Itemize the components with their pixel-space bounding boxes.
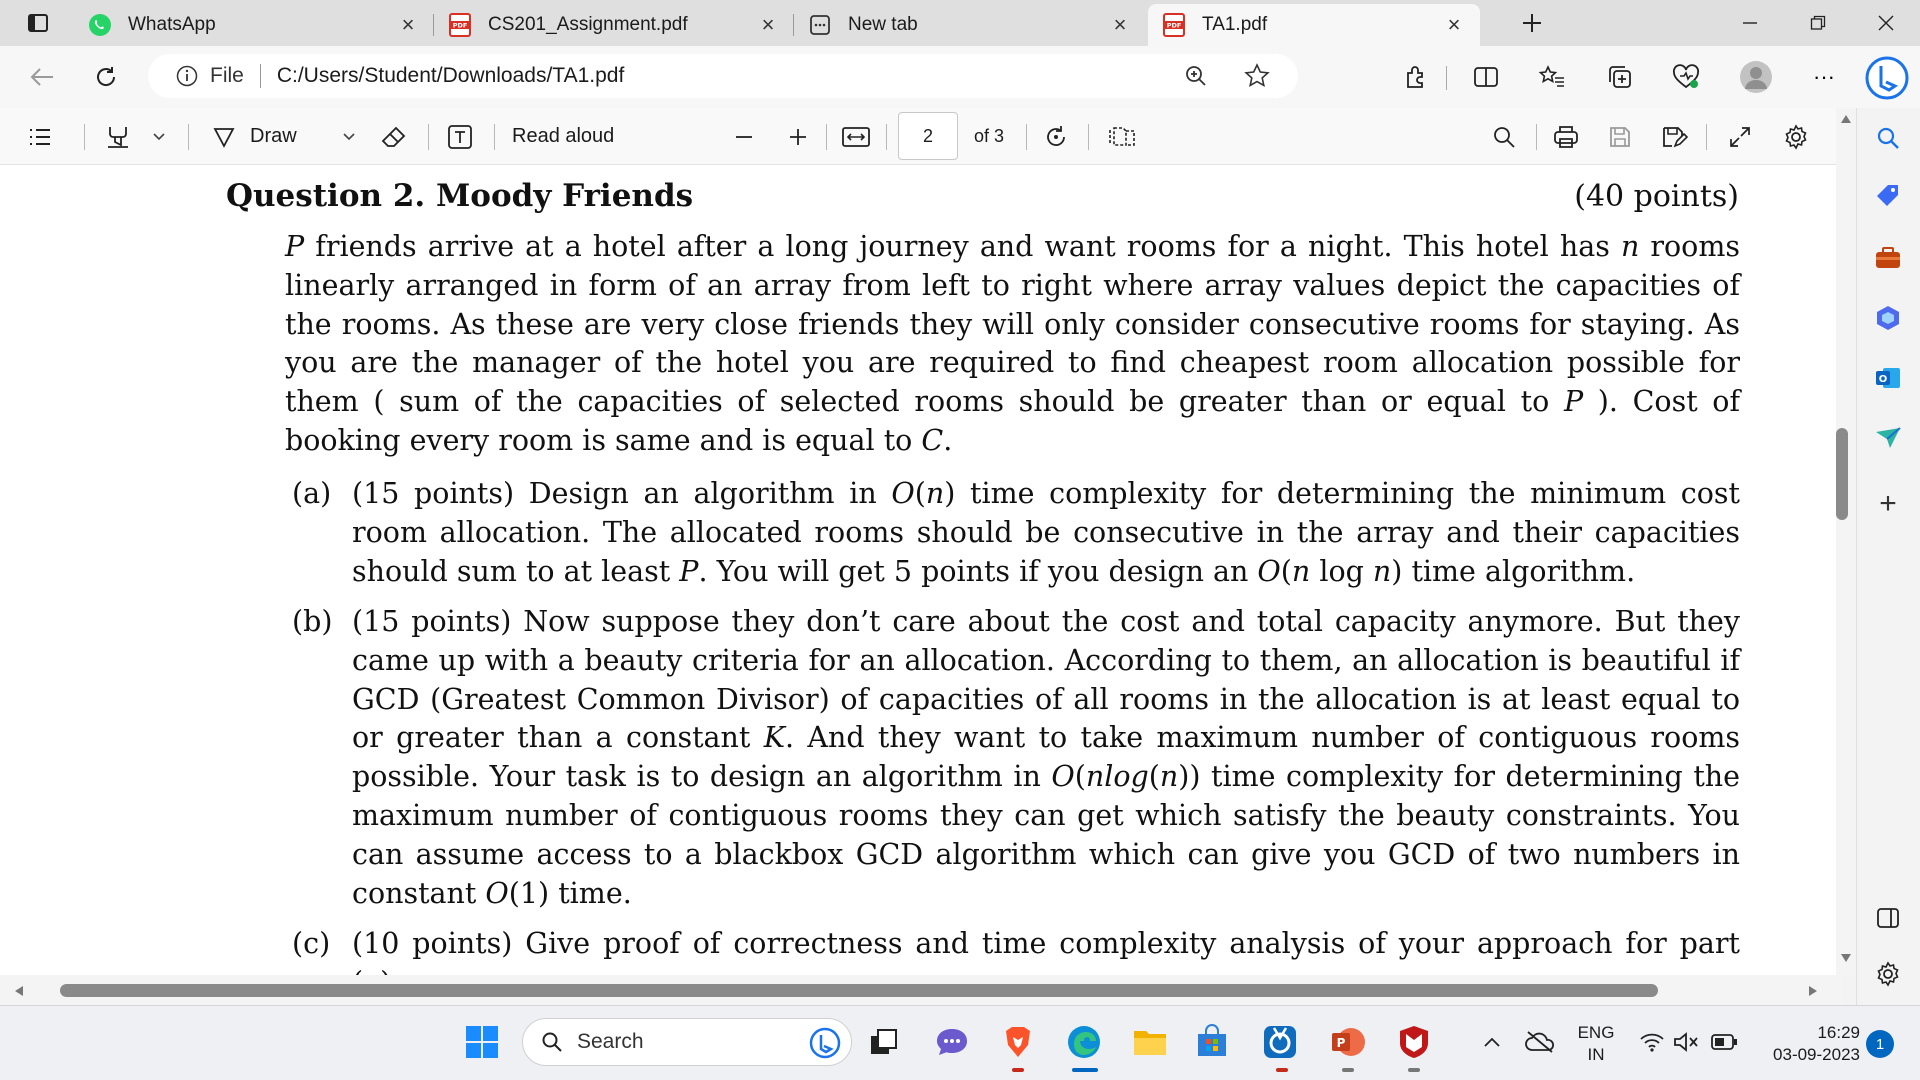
collections-icon[interactable]: [1600, 57, 1640, 97]
lang-line1: ENG: [1577, 1023, 1615, 1042]
part-text-segment: ): [944, 477, 956, 510]
svg-text:P: P: [1336, 1036, 1346, 1050]
refresh-icon[interactable]: [86, 57, 126, 97]
active-app-indicator: [1072, 1068, 1098, 1072]
close-tab-icon[interactable]: ×: [1447, 12, 1461, 37]
part-text: [352, 475, 1740, 591]
url-text[interactable]: C:/Users/Student/Downloads/TA1.pdf: [276, 64, 625, 87]
part-label: (a): [292, 477, 332, 510]
close-tab-icon[interactable]: ×: [761, 12, 775, 37]
contents-list-icon[interactable]: [20, 108, 60, 165]
question-points: (40 points): [1574, 179, 1739, 214]
part-text-segment: time.: [549, 876, 632, 910]
part-text-segment: (: [1074, 760, 1086, 794]
pdf-icon: [448, 13, 472, 37]
close-window-icon[interactable]: [1852, 0, 1920, 46]
toolbar-divider: [188, 124, 189, 150]
math-symbol: n: [1372, 554, 1392, 588]
part-a: [292, 475, 1740, 591]
zoom-icon[interactable]: [1184, 64, 1208, 94]
tab-title: TA1.pdf: [1202, 14, 1268, 35]
split-screen-icon[interactable]: [1466, 57, 1506, 97]
vertical-scrollbar[interactable]: [1836, 108, 1856, 975]
bing-copilot-icon[interactable]: [1864, 55, 1910, 101]
toolbar-divider: [1088, 124, 1089, 150]
question-title: Question 2. Moody Friends: [226, 178, 694, 214]
part-text-segment: (: [1148, 760, 1160, 794]
powerpoint-icon[interactable]: [1326, 1020, 1370, 1064]
tab-title: New tab: [848, 14, 918, 35]
part-text-segment: . You will get 5 points if you design an: [698, 554, 1258, 588]
part-text-segment: )): [1178, 760, 1201, 794]
part-text-segment: . And they want to take maximum number of contiguous rooms possible. Your task is to design an algorithm in: [352, 721, 1741, 794]
task-view-icon[interactable]: [862, 1020, 906, 1064]
close-tab-icon[interactable]: ×: [1113, 12, 1127, 37]
intro-seg: n: [1620, 230, 1640, 263]
scroll-right-icon[interactable]: [1808, 985, 1818, 997]
chevron-down-icon[interactable]: [334, 108, 364, 165]
more-options-icon[interactable]: ···: [1813, 64, 1835, 89]
save-icon[interactable]: [1600, 108, 1640, 165]
snipping-tool-icon[interactable]: [1258, 1020, 1302, 1064]
clock-time: 16:29: [1817, 1023, 1860, 1042]
outlook-icon[interactable]: [1868, 358, 1908, 398]
question-intro: [285, 228, 1740, 461]
intro-seg: rooms linearly arranged in form of an array from left to right where array values depict the capacities of the rooms. As these are very close friends they will only consider consecutive rooms for staying. As you are the manager of the hotel you are required to find cheapest room allocation possible for them ( sum of the capacities of selected rooms should be greater than or equal to: [285, 230, 1740, 419]
print-icon[interactable]: [1546, 108, 1586, 165]
brave-browser-icon[interactable]: [996, 1020, 1040, 1064]
math-symbol: nlog: [1085, 760, 1149, 794]
svg-text:PDF: PDF: [1166, 21, 1182, 30]
address-toolbar: [0, 46, 1920, 108]
intro-seg: P: [1563, 385, 1584, 419]
profile-avatar[interactable]: [1736, 57, 1776, 97]
chevron-up-icon[interactable]: [1470, 1020, 1514, 1064]
add-sidebar-app-icon[interactable]: +: [1879, 487, 1897, 520]
toolbar-divider: [886, 124, 887, 150]
math-symbol: P: [679, 554, 699, 588]
running-indicator: [1276, 1068, 1288, 1072]
part-text-segment: (1): [508, 876, 550, 910]
fit-width-icon[interactable]: [836, 108, 876, 165]
sidebar-search-icon[interactable]: [1868, 118, 1908, 158]
pdf-settings-gear-icon[interactable]: [1776, 108, 1816, 165]
battery-icon[interactable]: [1702, 1020, 1746, 1064]
sidebar-settings-gear-icon[interactable]: [1868, 954, 1908, 994]
search-icon: [541, 1031, 563, 1053]
read-aloud-label: Read aloud: [512, 125, 615, 147]
intro-seg: ). Cost of booking every room is same and is equal to: [285, 385, 1740, 457]
toolbar-divider: [1446, 66, 1447, 90]
pdf-page: [0, 165, 1842, 975]
toolbar-divider: [494, 124, 495, 150]
copilot-designer-icon[interactable]: [1868, 298, 1908, 338]
search-placeholder: Search: [577, 1030, 644, 1053]
tab-title: WhatsApp: [128, 14, 216, 35]
page-current: 2: [922, 125, 933, 146]
scheme-label: File: [210, 64, 244, 87]
tab-ta1-active[interactable]: [1148, 4, 1480, 46]
math-symbol: K: [763, 721, 785, 755]
mcafee-icon[interactable]: [1392, 1020, 1436, 1064]
url-divider: [260, 64, 261, 88]
newtab-icon: [808, 13, 832, 37]
rotate-icon[interactable]: [1036, 108, 1076, 165]
onedrive-offline-icon[interactable]: [1518, 1020, 1562, 1064]
toolbar-divider: [1706, 124, 1707, 150]
page-view-icon[interactable]: [1102, 108, 1142, 165]
tab-strip: [0, 0, 1920, 46]
page-number-input[interactable]: [898, 112, 958, 160]
browser-essentials-icon[interactable]: [1666, 57, 1706, 97]
running-indicator: [1408, 1068, 1420, 1072]
part-text-segment: (: [1280, 554, 1292, 588]
back-arrow-icon[interactable]: [22, 57, 62, 97]
part-text: [352, 603, 1740, 913]
intro-seg: .: [943, 423, 953, 457]
favorite-star-icon[interactable]: [1244, 63, 1270, 95]
toolbar-divider: [1026, 124, 1027, 150]
tab-cs201-assignment[interactable]: [434, 4, 794, 46]
notification-badge[interactable]: 1: [1866, 1030, 1894, 1058]
edge-browser-icon[interactable]: [1062, 1020, 1106, 1064]
part-text-segment: (15 points) Design an algorithm in: [352, 477, 892, 510]
part-text-segment: (: [914, 477, 926, 510]
save-as-icon[interactable]: [1654, 108, 1694, 165]
pdf-icon: [1162, 13, 1186, 37]
part-label: (c): [292, 927, 331, 960]
sidebar-panel-icon[interactable]: [1868, 898, 1908, 938]
clock-date: 03-09-2023: [1773, 1045, 1860, 1064]
zoom-in-icon[interactable]: [780, 108, 816, 165]
search-icon[interactable]: [1484, 108, 1524, 165]
eraser-icon[interactable]: [374, 108, 414, 165]
draw-label: Draw: [250, 125, 297, 147]
tab-actions-icon[interactable]: [18, 3, 58, 43]
zoom-out-icon[interactable]: [726, 108, 762, 165]
new-tab-plus-icon[interactable]: [1512, 3, 1552, 43]
part-b: [292, 603, 1740, 913]
chat-icon[interactable]: [930, 1020, 974, 1064]
draw-button[interactable]: [212, 108, 336, 165]
scroll-up-icon[interactable]: [1840, 114, 1852, 124]
address-bar[interactable]: [148, 54, 1298, 98]
shopping-tag-icon[interactable]: [1868, 176, 1908, 216]
tab-new-tab[interactable]: [794, 4, 1146, 46]
part-text-segment: log: [1310, 554, 1373, 588]
taskbar-search[interactable]: [522, 1018, 852, 1066]
lang-line2: IN: [1587, 1045, 1605, 1064]
intro-seg: P: [285, 230, 305, 263]
math-symbol: O: [485, 876, 509, 910]
favorites-list-icon[interactable]: [1532, 57, 1572, 97]
running-indicator: [1342, 1068, 1354, 1072]
highlight-icon[interactable]: [98, 108, 138, 165]
fullscreen-icon[interactable]: [1720, 108, 1760, 165]
math-symbol: n: [1159, 760, 1179, 794]
toolbar-divider: [428, 124, 429, 150]
input-language[interactable]: [1572, 1022, 1620, 1066]
chevron-down-icon[interactable]: [144, 108, 174, 165]
extensions-icon[interactable]: [1396, 57, 1436, 97]
running-indicator: [1012, 1068, 1024, 1072]
math-symbol: n: [1291, 554, 1311, 588]
math-symbol: O: [891, 477, 915, 510]
part-text-segment: time complexity for determining the minimum cost room allocation. The allocated rooms should be consecutive in the array and their capacities should sum to at least: [352, 477, 1741, 588]
tab-whatsapp[interactable]: [74, 4, 434, 46]
scroll-left-icon[interactable]: [14, 985, 24, 997]
toolbar-divider: [84, 124, 85, 150]
read-aloud-button[interactable]: [512, 108, 632, 165]
toolbar-divider: [1536, 124, 1537, 150]
draw-pen-icon: [212, 125, 236, 149]
add-text-icon[interactable]: [440, 108, 480, 165]
close-tab-icon[interactable]: ×: [401, 12, 415, 37]
pdf-toolbar: [0, 108, 1842, 165]
svg-text:O: O: [1878, 374, 1888, 385]
part-text-segment: (15 points) Now suppose they don’t care about the cost and total capacity anymore. But they came up with a beauty criteria for an allocation. According to them, an allocation is beautiful if GCD (Greatest Common Divisor) of capacities of all rooms in the allocation is at least equal to or greater than a constant: [352, 605, 1740, 755]
file-explorer-icon[interactable]: [1128, 1020, 1172, 1064]
intro-seg: C: [921, 423, 944, 457]
intro-seg: friends arrive at a hotel after a long journey and want rooms for a night. This hotel has: [304, 230, 1621, 263]
math-symbol: O: [1257, 554, 1281, 588]
minimize-icon[interactable]: [1716, 0, 1784, 46]
toolbar-divider: [826, 124, 827, 150]
svg-text:PDF: PDF: [452, 21, 468, 30]
part-text-segment: (10 points) Give proof of correctness and time complexity analysis of your approach for part: [352, 927, 1740, 960]
tools-briefcase-icon[interactable]: [1868, 238, 1908, 278]
restore-icon[interactable]: [1784, 0, 1852, 46]
info-icon[interactable]: [176, 65, 198, 87]
part-label: (b): [292, 605, 333, 638]
horizontal-scroll-thumb[interactable]: [60, 984, 1658, 997]
microsoft-store-icon[interactable]: [1190, 1020, 1234, 1064]
vertical-scroll-thumb[interactable]: [1836, 428, 1848, 520]
scroll-down-icon[interactable]: [1840, 953, 1852, 963]
math-symbol: n: [925, 477, 945, 510]
clock[interactable]: [1754, 1022, 1860, 1066]
bing-icon: [809, 1027, 841, 1059]
part-text-segment: time complexity for determining the maximum number of contiguous rooms they can get which satisfy the beauty constraints. You can assume access to a blackbox GCD algorithm which can give you GCD of two numbers in constant: [352, 760, 1740, 910]
whatsapp-icon: [88, 13, 112, 37]
page-total: of 3: [973, 126, 1005, 146]
send-drop-icon[interactable]: [1868, 418, 1908, 458]
tab-title: CS201_Assignment.pdf: [488, 14, 688, 35]
part-text-segment: time algorithm.: [1402, 554, 1636, 588]
windows-start-icon[interactable]: [460, 1020, 504, 1064]
math-symbol: O: [1051, 760, 1075, 794]
part-text-segment: ): [1391, 554, 1403, 588]
